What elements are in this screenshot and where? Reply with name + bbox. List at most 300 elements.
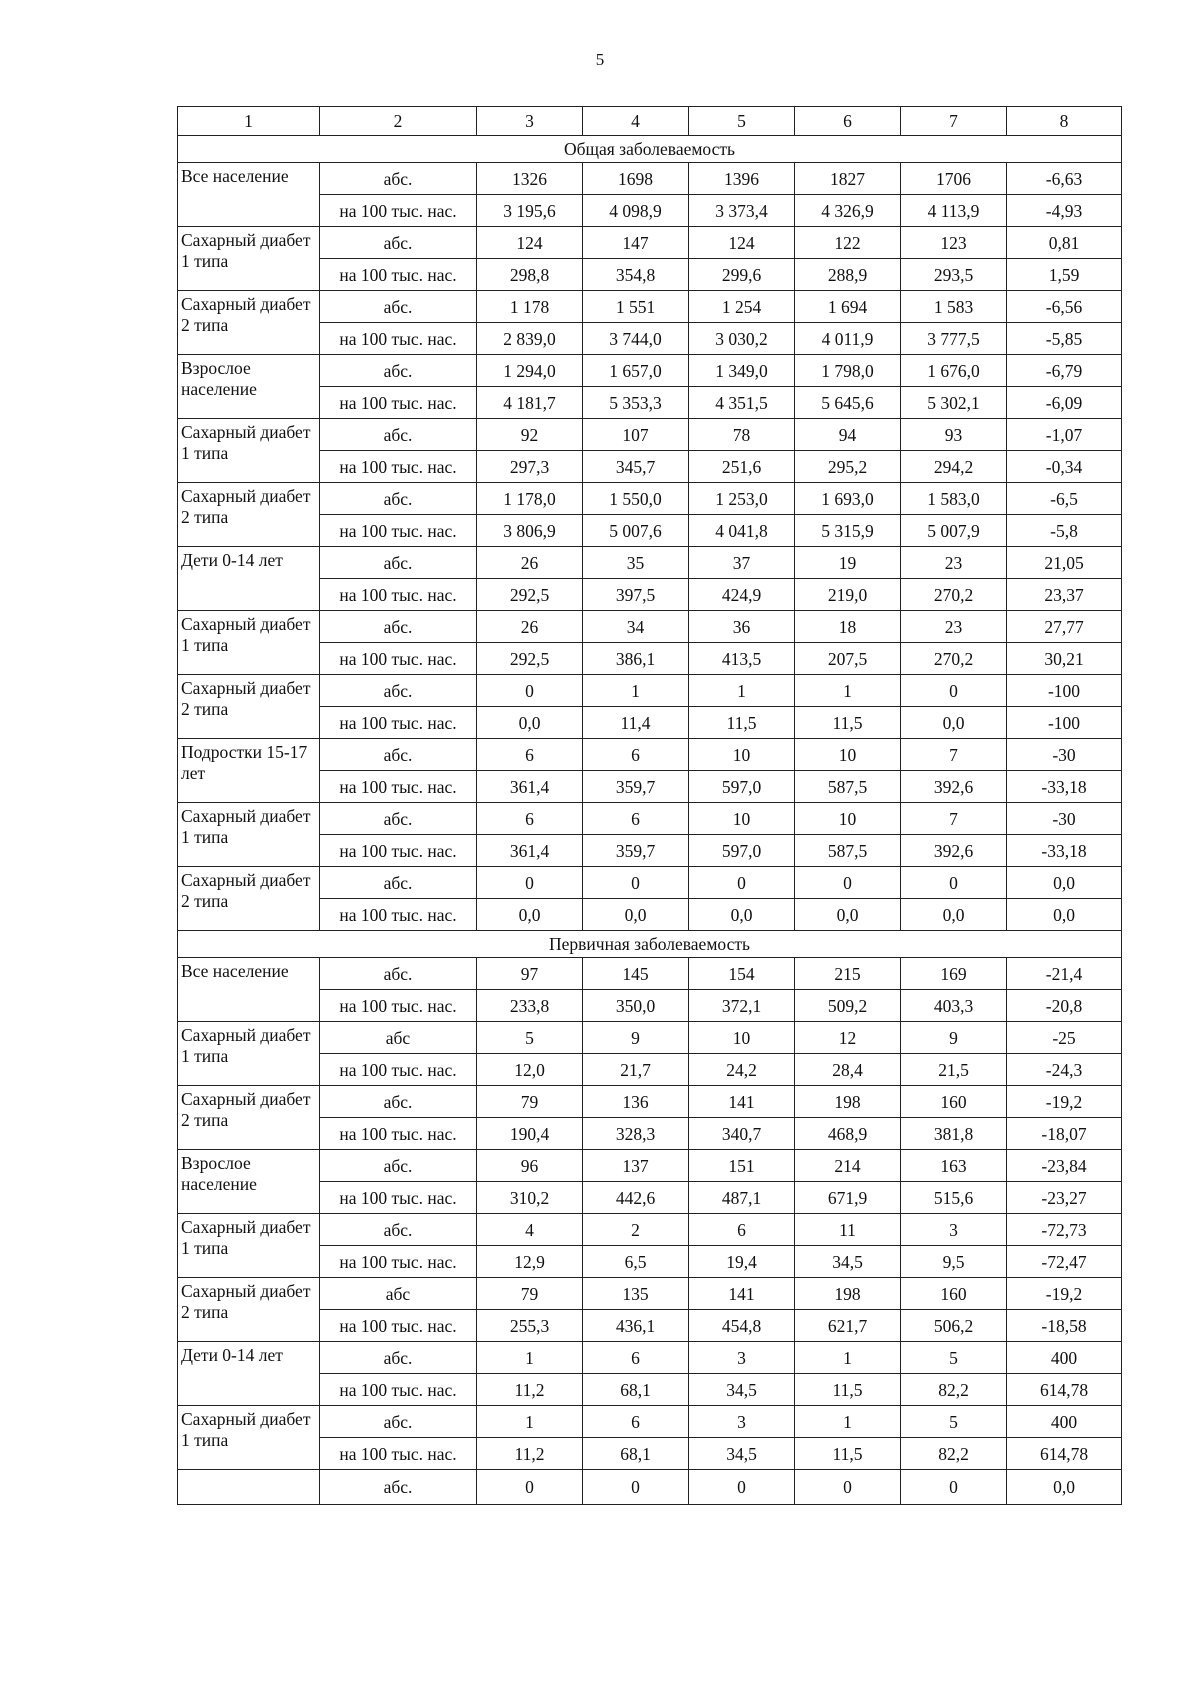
value-cell: 1 253,0 [689, 483, 795, 515]
value-cell: 288,9 [795, 259, 901, 291]
value-cell: 24,2 [689, 1054, 795, 1086]
unit-cell: абс [320, 1022, 477, 1054]
value-cell: -100 [1007, 675, 1122, 707]
value-cell: 154 [689, 958, 795, 990]
value-cell: 436,1 [583, 1310, 689, 1342]
value-cell: 9,5 [901, 1246, 1007, 1278]
table-row [178, 611, 1122, 643]
value-cell: 35 [583, 547, 689, 579]
table-body [178, 107, 1122, 1505]
value-cell: 361,4 [477, 835, 583, 867]
value-cell: 1 [795, 1342, 901, 1374]
value-cell: 350,0 [583, 990, 689, 1022]
value-cell: 515,6 [901, 1182, 1007, 1214]
value-cell: 34,5 [795, 1246, 901, 1278]
value-cell: 27,77 [1007, 611, 1122, 643]
unit-cell: абс. [320, 739, 477, 771]
value-cell: 3 [901, 1214, 1007, 1246]
table-row [178, 1406, 1122, 1438]
value-cell: 6,5 [583, 1246, 689, 1278]
value-cell: 10 [795, 739, 901, 771]
unit-cell: абс. [320, 163, 477, 195]
value-cell: 1 [795, 1406, 901, 1438]
group-name-cell: Дети 0-14 лет [178, 547, 320, 611]
value-cell: 141 [689, 1278, 795, 1310]
value-cell: 0 [689, 867, 795, 899]
table-row [178, 323, 1122, 355]
table-row [178, 1086, 1122, 1118]
value-cell: 11,5 [795, 1438, 901, 1470]
value-cell: 6 [583, 1342, 689, 1374]
value-cell: 19 [795, 547, 901, 579]
value-cell: 345,7 [583, 451, 689, 483]
table-row [178, 195, 1122, 227]
value-cell: 30,21 [1007, 643, 1122, 675]
value-cell: 5 007,9 [901, 515, 1007, 547]
table-row [178, 1214, 1122, 1246]
table-row [178, 1054, 1122, 1086]
table-row [178, 803, 1122, 835]
value-cell: 5 315,9 [795, 515, 901, 547]
group-name-cell: Дети 0-14 лет [178, 1342, 320, 1406]
value-cell: 96 [477, 1150, 583, 1182]
table-row [178, 1150, 1122, 1182]
table-row [178, 835, 1122, 867]
value-cell: 1 [795, 675, 901, 707]
value-cell: 3 030,2 [689, 323, 795, 355]
unit-cell: на 100 тыс. нас. [320, 259, 477, 291]
unit-cell: абс. [320, 483, 477, 515]
table-row [178, 291, 1122, 323]
value-cell: 1 [583, 675, 689, 707]
group-name-cell: Сахарный диабет 1 типа [178, 803, 320, 867]
value-cell: 94 [795, 419, 901, 451]
unit-cell: на 100 тыс. нас. [320, 579, 477, 611]
unit-cell: на 100 тыс. нас. [320, 323, 477, 355]
unit-cell: абс. [320, 419, 477, 451]
value-cell: 0,0 [1007, 867, 1122, 899]
value-cell: -18,07 [1007, 1118, 1122, 1150]
unit-cell: абс. [320, 611, 477, 643]
value-cell: 37 [689, 547, 795, 579]
value-cell: -100 [1007, 707, 1122, 739]
value-cell: 78 [689, 419, 795, 451]
table-row [178, 259, 1122, 291]
value-cell: 3 744,0 [583, 323, 689, 355]
column-number-header: 6 [795, 107, 901, 136]
unit-cell: на 100 тыс. нас. [320, 643, 477, 675]
value-cell: 0 [901, 675, 1007, 707]
unit-cell: на 100 тыс. нас. [320, 1438, 477, 1470]
value-cell: 1827 [795, 163, 901, 195]
table-row [178, 163, 1122, 195]
column-number-header: 3 [477, 107, 583, 136]
value-cell: 2 839,0 [477, 323, 583, 355]
value-cell: 207,5 [795, 643, 901, 675]
value-cell: -19,2 [1007, 1278, 1122, 1310]
value-cell: -5,8 [1007, 515, 1122, 547]
value-cell: 151 [689, 1150, 795, 1182]
column-number-header: 5 [689, 107, 795, 136]
value-cell: -30 [1007, 803, 1122, 835]
value-cell: 21,05 [1007, 547, 1122, 579]
value-cell: -0,34 [1007, 451, 1122, 483]
value-cell: -20,8 [1007, 990, 1122, 1022]
value-cell: 68,1 [583, 1438, 689, 1470]
value-cell: 297,3 [477, 451, 583, 483]
table-row [178, 1022, 1122, 1054]
value-cell: 6 [583, 1406, 689, 1438]
value-cell: 160 [901, 1086, 1007, 1118]
value-cell: 1698 [583, 163, 689, 195]
value-cell: 160 [901, 1278, 1007, 1310]
unit-cell: на 100 тыс. нас. [320, 195, 477, 227]
unit-cell: абс. [320, 291, 477, 323]
value-cell: 1 676,0 [901, 355, 1007, 387]
unit-cell: абс. [320, 1214, 477, 1246]
value-cell: 6 [583, 739, 689, 771]
table-row [178, 1342, 1122, 1374]
table-row [178, 515, 1122, 547]
unit-cell: абс. [320, 1342, 477, 1374]
value-cell: 1326 [477, 163, 583, 195]
value-cell: 0,0 [477, 707, 583, 739]
unit-cell: на 100 тыс. нас. [320, 990, 477, 1022]
value-cell: -24,3 [1007, 1054, 1122, 1086]
value-cell: 0,0 [583, 899, 689, 931]
value-cell: 141 [689, 1086, 795, 1118]
value-cell: 5 [901, 1342, 1007, 1374]
value-cell: 587,5 [795, 771, 901, 803]
value-cell: 26 [477, 611, 583, 643]
value-cell: 354,8 [583, 259, 689, 291]
value-cell: 0,0 [901, 899, 1007, 931]
unit-cell: на 100 тыс. нас. [320, 771, 477, 803]
value-cell: 1 550,0 [583, 483, 689, 515]
value-cell: 92 [477, 419, 583, 451]
table-row [178, 1118, 1122, 1150]
value-cell: 1396 [689, 163, 795, 195]
value-cell: 442,6 [583, 1182, 689, 1214]
value-cell: -25 [1007, 1022, 1122, 1054]
value-cell: 614,78 [1007, 1374, 1122, 1406]
value-cell: 0,81 [1007, 227, 1122, 259]
unit-cell: на 100 тыс. нас. [320, 707, 477, 739]
value-cell: 509,2 [795, 990, 901, 1022]
value-cell: 270,2 [901, 643, 1007, 675]
value-cell: 5 645,6 [795, 387, 901, 419]
value-cell: 587,5 [795, 835, 901, 867]
table-row [178, 579, 1122, 611]
table-row [178, 355, 1122, 387]
value-cell: 23 [901, 547, 1007, 579]
unit-cell: на 100 тыс. нас. [320, 1118, 477, 1150]
group-name-cell: Сахарный диабет 2 типа [178, 1278, 320, 1342]
value-cell: 0 [901, 867, 1007, 899]
group-name-cell: Сахарный диабет 1 типа [178, 227, 320, 291]
value-cell: 190,4 [477, 1118, 583, 1150]
value-cell: 122 [795, 227, 901, 259]
unit-cell: абс. [320, 1406, 477, 1438]
value-cell: 23,37 [1007, 579, 1122, 611]
value-cell: 298,8 [477, 259, 583, 291]
value-cell: -6,5 [1007, 483, 1122, 515]
value-cell: 5 [901, 1406, 1007, 1438]
value-cell: 82,2 [901, 1438, 1007, 1470]
value-cell: 0,0 [901, 707, 1007, 739]
value-cell: 10 [795, 803, 901, 835]
value-cell: 0,0 [689, 899, 795, 931]
value-cell: 0 [583, 1470, 689, 1505]
value-cell: 1 349,0 [689, 355, 795, 387]
value-cell: 621,7 [795, 1310, 901, 1342]
value-cell: -23,27 [1007, 1182, 1122, 1214]
value-cell: 294,2 [901, 451, 1007, 483]
value-cell: 3 373,4 [689, 195, 795, 227]
unit-cell: на 100 тыс. нас. [320, 1246, 477, 1278]
value-cell: 21,5 [901, 1054, 1007, 1086]
value-cell: 3 [689, 1406, 795, 1438]
value-cell: 10 [689, 739, 795, 771]
column-number-header: 2 [320, 107, 477, 136]
table-row [178, 1246, 1122, 1278]
value-cell: 0,0 [477, 899, 583, 931]
value-cell: 328,3 [583, 1118, 689, 1150]
table-row [178, 899, 1122, 931]
group-name-cell: Взрослое население [178, 1150, 320, 1214]
unit-cell: на 100 тыс. нас. [320, 515, 477, 547]
value-cell: 1,59 [1007, 259, 1122, 291]
table-row [178, 419, 1122, 451]
table-row [178, 387, 1122, 419]
section-title: Общая заболеваемость [178, 136, 1122, 163]
value-cell: 424,9 [689, 579, 795, 611]
value-cell: 9 [901, 1022, 1007, 1054]
value-cell: 1 178,0 [477, 483, 583, 515]
value-cell: 107 [583, 419, 689, 451]
value-cell: 198 [795, 1086, 901, 1118]
value-cell: 10 [689, 1022, 795, 1054]
value-cell: 0,0 [1007, 1470, 1122, 1505]
unit-cell: абс. [320, 803, 477, 835]
value-cell: 7 [901, 803, 1007, 835]
value-cell: 0 [795, 1470, 901, 1505]
value-cell: 671,9 [795, 1182, 901, 1214]
value-cell: 251,6 [689, 451, 795, 483]
value-cell: 400 [1007, 1406, 1122, 1438]
group-name-cell: Сахарный диабет 2 типа [178, 1086, 320, 1150]
value-cell: 1 294,0 [477, 355, 583, 387]
value-cell: 340,7 [689, 1118, 795, 1150]
group-name-cell: Сахарный диабет 1 типа [178, 419, 320, 483]
value-cell: 4 [477, 1214, 583, 1246]
value-cell: 361,4 [477, 771, 583, 803]
value-cell: -6,09 [1007, 387, 1122, 419]
column-number-header: 1 [178, 107, 320, 136]
unit-cell: на 100 тыс. нас. [320, 835, 477, 867]
unit-cell: на 100 тыс. нас. [320, 1054, 477, 1086]
value-cell: 198 [795, 1278, 901, 1310]
value-cell: 123 [901, 227, 1007, 259]
unit-cell: абс [320, 1278, 477, 1310]
value-cell: 1 798,0 [795, 355, 901, 387]
value-cell: 454,8 [689, 1310, 795, 1342]
unit-cell: абс. [320, 675, 477, 707]
group-name-cell: Подростки 15-17 лет [178, 739, 320, 803]
table-row [178, 675, 1122, 707]
value-cell: 6 [477, 739, 583, 771]
value-cell: 34,5 [689, 1438, 795, 1470]
value-cell: 614,78 [1007, 1438, 1122, 1470]
value-cell: -21,4 [1007, 958, 1122, 990]
value-cell: -30 [1007, 739, 1122, 771]
value-cell: 34,5 [689, 1374, 795, 1406]
value-cell: 487,1 [689, 1182, 795, 1214]
value-cell: 270,2 [901, 579, 1007, 611]
value-cell: 0,0 [1007, 899, 1122, 931]
value-cell: 4 181,7 [477, 387, 583, 419]
value-cell: 23 [901, 611, 1007, 643]
value-cell: 79 [477, 1278, 583, 1310]
value-cell: 21,7 [583, 1054, 689, 1086]
group-name-cell: Взрослое население [178, 355, 320, 419]
table-row [178, 707, 1122, 739]
value-cell: 381,8 [901, 1118, 1007, 1150]
value-cell: 359,7 [583, 771, 689, 803]
table-row [178, 867, 1122, 899]
value-cell: 12,9 [477, 1246, 583, 1278]
statistics-table [177, 106, 1122, 1505]
value-cell: 2 [583, 1214, 689, 1246]
value-cell: 19,4 [689, 1246, 795, 1278]
value-cell: 145 [583, 958, 689, 990]
page-number: 5 [595, 50, 605, 69]
value-cell: 403,3 [901, 990, 1007, 1022]
value-cell: 4 113,9 [901, 195, 1007, 227]
value-cell: 4 011,9 [795, 323, 901, 355]
table-row [178, 1278, 1122, 1310]
value-cell: 0 [795, 867, 901, 899]
table-row [178, 1470, 1122, 1505]
table-row [178, 227, 1122, 259]
value-cell: -6,79 [1007, 355, 1122, 387]
value-cell: 0 [901, 1470, 1007, 1505]
value-cell: 11,5 [795, 707, 901, 739]
table-row [178, 643, 1122, 675]
value-cell: 97 [477, 958, 583, 990]
value-cell: 11,5 [689, 707, 795, 739]
table-row [178, 739, 1122, 771]
unit-cell: на 100 тыс. нас. [320, 1310, 477, 1342]
value-cell: -6,63 [1007, 163, 1122, 195]
table-row [178, 1438, 1122, 1470]
column-number-header: 7 [901, 107, 1007, 136]
value-cell: 7 [901, 739, 1007, 771]
value-cell: 79 [477, 1086, 583, 1118]
value-cell: 4 041,8 [689, 515, 795, 547]
group-name-cell: Сахарный диабет 2 типа [178, 867, 320, 931]
value-cell: 1 254 [689, 291, 795, 323]
unit-cell: абс. [320, 1150, 477, 1182]
value-cell: -23,84 [1007, 1150, 1122, 1182]
unit-cell: на 100 тыс. нас. [320, 387, 477, 419]
value-cell: 1 693,0 [795, 483, 901, 515]
value-cell: 5 [477, 1022, 583, 1054]
value-cell: -6,56 [1007, 291, 1122, 323]
unit-cell: на 100 тыс. нас. [320, 1374, 477, 1406]
value-cell: 169 [901, 958, 1007, 990]
group-name-cell: Сахарный диабет 2 типа [178, 291, 320, 355]
value-cell: 11,2 [477, 1374, 583, 1406]
value-cell: 68,1 [583, 1374, 689, 1406]
value-cell: 4 098,9 [583, 195, 689, 227]
value-cell: 1 178 [477, 291, 583, 323]
value-cell: 597,0 [689, 835, 795, 867]
unit-cell: абс. [320, 227, 477, 259]
value-cell: 36 [689, 611, 795, 643]
value-cell: 1 [689, 675, 795, 707]
unit-cell: абс. [320, 1086, 477, 1118]
value-cell: 11 [795, 1214, 901, 1246]
value-cell: 124 [689, 227, 795, 259]
value-cell: 0,0 [795, 899, 901, 931]
value-cell: 468,9 [795, 1118, 901, 1150]
value-cell: 124 [477, 227, 583, 259]
section-row [178, 931, 1122, 958]
value-cell: 11,5 [795, 1374, 901, 1406]
value-cell: 597,0 [689, 771, 795, 803]
value-cell: 6 [583, 803, 689, 835]
value-cell: 1 583 [901, 291, 1007, 323]
value-cell: 5 007,6 [583, 515, 689, 547]
unit-cell: на 100 тыс. нас. [320, 899, 477, 931]
value-cell: 0 [689, 1470, 795, 1505]
group-name-cell: Сахарный диабет 1 типа [178, 1406, 320, 1470]
section-title: Первичная заболеваемость [178, 931, 1122, 958]
value-cell: -19,2 [1007, 1086, 1122, 1118]
value-cell: 136 [583, 1086, 689, 1118]
value-cell: 372,1 [689, 990, 795, 1022]
table-row [178, 990, 1122, 1022]
value-cell: 147 [583, 227, 689, 259]
column-number-header: 8 [1007, 107, 1122, 136]
value-cell: 1706 [901, 163, 1007, 195]
unit-cell: на 100 тыс. нас. [320, 451, 477, 483]
value-cell: 310,2 [477, 1182, 583, 1214]
table-row [178, 958, 1122, 990]
value-cell: 3 806,9 [477, 515, 583, 547]
value-cell: 214 [795, 1150, 901, 1182]
value-cell: 11,2 [477, 1438, 583, 1470]
value-cell: 1 551 [583, 291, 689, 323]
group-name-cell: Сахарный диабет 2 типа [178, 483, 320, 547]
value-cell: 11,4 [583, 707, 689, 739]
value-cell: -5,85 [1007, 323, 1122, 355]
value-cell: -4,93 [1007, 195, 1122, 227]
header-row [178, 107, 1122, 136]
group-name-cell [178, 1470, 320, 1505]
value-cell: 359,7 [583, 835, 689, 867]
table-row [178, 547, 1122, 579]
group-name-cell: Сахарный диабет 2 типа [178, 675, 320, 739]
value-cell: 506,2 [901, 1310, 1007, 1342]
value-cell: 292,5 [477, 579, 583, 611]
value-cell: 292,5 [477, 643, 583, 675]
value-cell: 400 [1007, 1342, 1122, 1374]
value-cell: 397,5 [583, 579, 689, 611]
table-row [178, 1374, 1122, 1406]
value-cell: 163 [901, 1150, 1007, 1182]
